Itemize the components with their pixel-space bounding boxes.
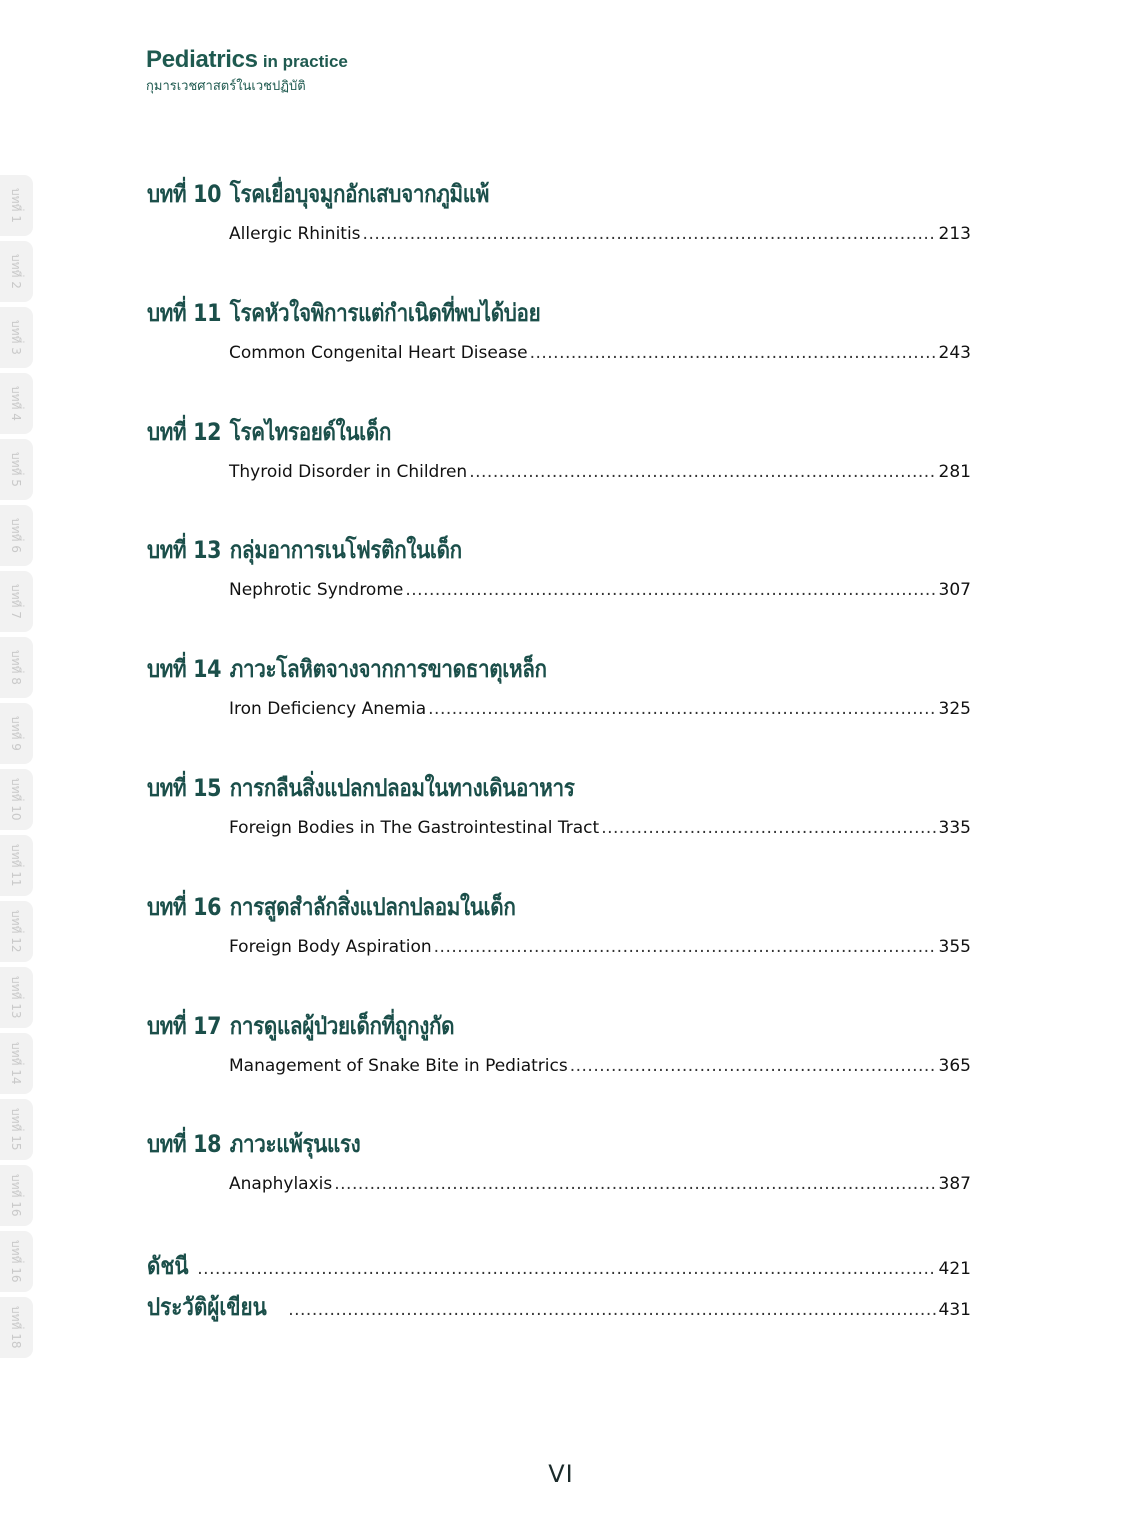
chapter-title	[147, 1124, 360, 1163]
chapter-thai-title: การสูดสำลักสิ่งแปลกปลอมในเด็ก	[229, 892, 516, 921]
toc-authors-page: 431	[938, 1300, 971, 1320]
chapter-page-number: 365	[938, 1055, 971, 1076]
chapter-tab-label: บทที่ 13	[9, 976, 23, 1019]
toc-index-page: 421	[938, 1259, 971, 1279]
toc-index-entry[interactable]	[147, 1246, 971, 1285]
chapter-number: บทที่ 18	[147, 1130, 222, 1159]
chapter-tab-label: บทที่ 8	[9, 650, 23, 685]
chapter-number: บทที่ 15	[147, 774, 222, 802]
dot-leader	[428, 699, 936, 719]
chapter-page-number: 281	[938, 461, 971, 482]
chapter-english-title: Thyroid Disorder in Children	[229, 461, 468, 482]
chapter-number: บทที่ 16	[147, 892, 222, 921]
chapter-number: บทที่ 10	[147, 180, 222, 208]
chapter-tab-label: บทที่ 14	[9, 1042, 23, 1085]
chapter-page-number: 355	[938, 936, 971, 957]
chapter-tab-label: บทที่ 2	[9, 254, 23, 289]
chapter-english-title: Allergic Rhinitis	[229, 224, 361, 244]
chapter-thai-title: การกลืนสิ่งแปลกปลอมในทางเดินอาหาร	[229, 774, 575, 802]
chapter-page-number: 335	[938, 818, 971, 838]
chapter-title	[147, 887, 515, 926]
chapter-number: บทที่ 17	[147, 1011, 222, 1040]
chapter-title	[147, 174, 489, 213]
chapter-thai-title: โรคหัวใจพิการแต่กำเนิดที่พบได้บ่อย	[229, 298, 541, 327]
dot-leader	[530, 343, 937, 363]
chapter-title	[147, 768, 574, 807]
toc-authors-label: ประวัติผู้เขียน	[147, 1293, 267, 1321]
dot-leader	[434, 937, 937, 957]
book-subtitle-thai: กุมารเวชศาสตร์ในเวชปฏิบัติ	[146, 79, 306, 94]
chapter-thai-title: การดูแลผู้ป่วยเด็กที่ถูกงูกัด	[229, 1011, 455, 1040]
toc-entry[interactable]	[229, 343, 971, 363]
chapter-title	[147, 649, 547, 688]
book-title-sub: in practice	[262, 52, 348, 71]
chapter-thai-title: โรคเยื่อบุจมูกอักเสบจากภูมิแพ้	[229, 180, 489, 208]
chapter-thai-title: ภาวะแพ้รุนแรง	[229, 1130, 361, 1159]
chapter-heading[interactable]	[147, 412, 431, 451]
chapter-tab-label: บทที่ 7	[9, 584, 23, 619]
toc-entry[interactable]	[229, 937, 971, 957]
chapter-english-title: Management of Snake Bite in Pediatrics	[229, 1055, 568, 1076]
chapter-tab-label: บทที่ 9	[9, 716, 23, 751]
chapter-tab-label: บทที่ 10	[9, 778, 23, 821]
chapter-tab-label: บทที่ 5	[9, 452, 23, 487]
chapter-heading[interactable]	[147, 887, 575, 926]
toc-entry[interactable]	[229, 462, 971, 482]
chapter-page-number: 307	[938, 580, 971, 601]
chapter-number: บทที่ 11	[147, 298, 222, 327]
chapter-english-title: Iron Deficiency Anemia	[229, 699, 427, 720]
chapter-tab-label: บทที่ 12	[9, 910, 23, 953]
book-title-main: Pediatrics	[146, 46, 258, 73]
chapter-thai-title: ภาวะโลหิตจางจากการขาดธาตุเหล็ก	[229, 655, 547, 684]
chapter-title	[147, 412, 391, 451]
dot-leader	[405, 580, 936, 600]
chapter-english-title: Common Congenital Heart Disease	[229, 342, 528, 363]
chapter-english-title: Foreign Body Aspiration	[229, 936, 432, 957]
chapter-tab-label: บทที่ 16	[9, 1240, 23, 1283]
page-number: VI	[548, 1460, 574, 1488]
dot-leader	[469, 462, 936, 482]
chapter-english-title: Foreign Bodies in The Gastrointestinal Tract	[229, 818, 600, 838]
chapter-tab-label: บทที่ 11	[9, 844, 23, 887]
dot-leader	[363, 224, 937, 244]
dot-leader	[601, 818, 936, 838]
chapter-title	[147, 293, 540, 332]
toc-entry[interactable]	[229, 699, 971, 719]
chapter-number: บทที่ 14	[147, 655, 222, 684]
toc-authors-entry[interactable]	[147, 1287, 971, 1326]
chapter-heading[interactable]	[147, 293, 604, 332]
toc-entry[interactable]	[229, 1056, 971, 1076]
chapter-heading[interactable]	[147, 174, 545, 213]
chapter-page-number: 243	[938, 342, 971, 363]
chapter-tab-label: บทที่ 18	[9, 1306, 23, 1349]
chapter-heading[interactable]	[147, 1006, 504, 1045]
chapter-tab-label: บทที่ 4	[9, 386, 23, 421]
chapter-page-number: 387	[938, 1174, 971, 1195]
dot-leader	[288, 1300, 936, 1320]
chapter-page-number: 325	[938, 699, 971, 720]
chapter-tab-label: บทที่ 16	[9, 1174, 23, 1217]
chapter-english-title: Nephrotic Syndrome	[229, 580, 404, 601]
chapter-number: บทที่ 12	[147, 417, 222, 446]
chapter-heading[interactable]	[147, 530, 513, 569]
dot-leader	[334, 1174, 936, 1194]
chapter-heading[interactable]	[147, 649, 612, 688]
toc-index-label: ดัชนี	[147, 1252, 189, 1280]
chapter-heading[interactable]	[147, 1124, 395, 1163]
chapter-number: บทที่ 13	[147, 536, 222, 565]
chapter-tab-label: บทที่ 15	[9, 1108, 23, 1151]
toc-entry[interactable]	[229, 580, 971, 600]
chapter-title	[147, 1006, 454, 1045]
chapter-thai-title: โรคไทรอยด์ในเด็ก	[229, 417, 392, 446]
chapter-tab-label: บทที่ 1	[9, 188, 23, 223]
toc-entry[interactable]	[229, 1174, 971, 1194]
chapter-tab-label: บทที่ 6	[9, 518, 23, 553]
chapter-heading[interactable]	[147, 768, 644, 807]
chapter-thai-title: กลุ่มอาการเนโฟรติกในเด็ก	[229, 536, 462, 565]
dot-leader	[570, 1056, 937, 1076]
chapter-title	[147, 530, 462, 569]
chapter-english-title: Anaphylaxis	[229, 1174, 333, 1195]
toc-entry[interactable]	[229, 224, 971, 244]
chapter-page-number: 213	[938, 224, 971, 244]
dot-leader	[197, 1259, 936, 1279]
toc-entry[interactable]	[229, 818, 971, 838]
chapter-tab-label: บทที่ 3	[9, 320, 23, 355]
